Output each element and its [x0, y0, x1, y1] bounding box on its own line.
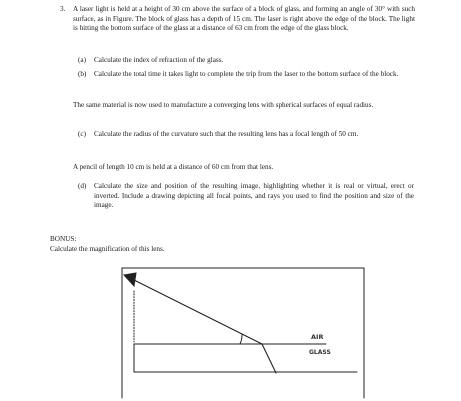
part-a-label: (a) [78, 56, 86, 64]
part-c-text: Calculate the radius of the curvature such that the resulting lens has a focal length of 50 cm. [94, 130, 359, 138]
part-d-text: Calculate the size and position of the resulting image, highlighting whether it is real or virtual, erect or inverted. Include a drawing depicting all focal points, and rays you used to find the position and size of the image. [94, 182, 414, 210]
lens-intro: The same material is now used to manufacture a converging lens with spherical surfaces of equal radius. [73, 101, 374, 109]
glass-label: GLASS [309, 349, 331, 356]
part-a-text: Calculate the index of refraction of the glass. [94, 56, 224, 64]
problem-intro-text: A laser light is held at a height of 30 cm above the surface of a block of glass, and forming an angle of 30° with such surface, as in Figure. The block of glass has a depth of 15 cm. The laser is right above the edge of the block. The light is hitting the bottom surface of the glass at a distance of 63 cm from the edge of the glass block. [73, 5, 415, 33]
part-b-label: (b) [78, 70, 87, 78]
refracted-ray [262, 344, 276, 373]
bonus-text: Calculate the magnification of this lens. [50, 245, 165, 253]
part-b-text: Calculate the total time it takes light to complete the trip from the laser to the bottom surface of the block. [94, 70, 399, 78]
laser-head [124, 273, 136, 286]
air-label: AIR [311, 333, 324, 341]
problem-number: 3. [60, 5, 66, 13]
part-d-label: (d) [78, 182, 87, 190]
bonus-heading: BONUS: [50, 235, 77, 243]
part-c-label: (c) [78, 130, 86, 138]
incident-ray [126, 276, 262, 344]
pencil-statement: A pencil of length 10 cm is held at a distance of 60 cm from that lens. [73, 163, 274, 171]
angle-arc [240, 335, 242, 344]
